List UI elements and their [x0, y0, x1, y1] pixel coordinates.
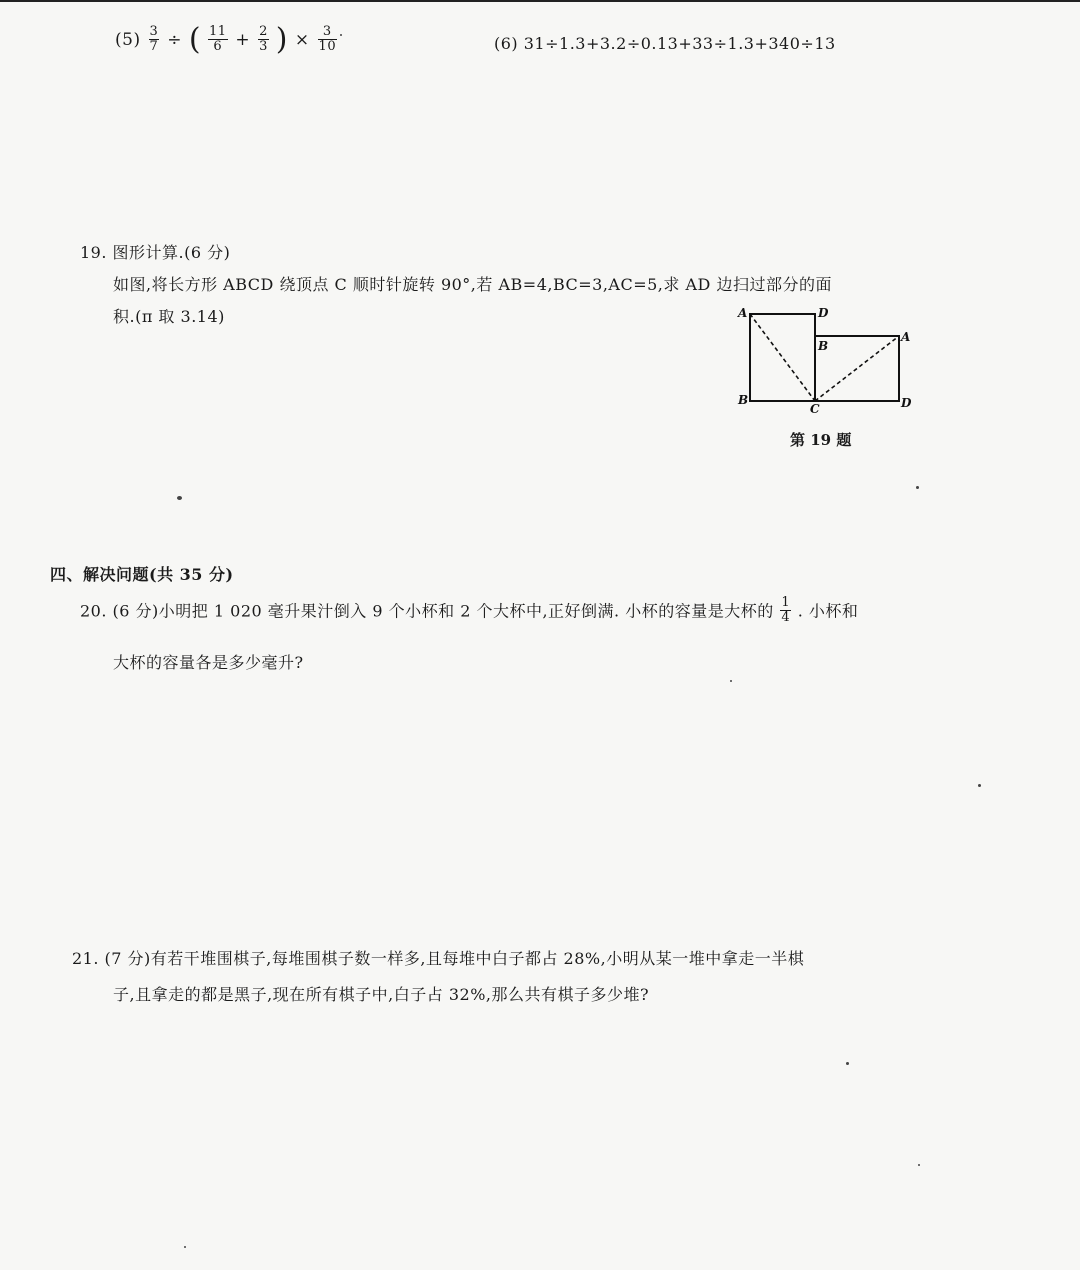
scan-speck: [184, 1246, 186, 1248]
q19-line2: 积.(π 取 3.14): [113, 307, 225, 326]
diagonal-ac-original: [750, 314, 815, 401]
problem-6: (6) 31÷1.3+3.2÷0.13+33÷1.3+340÷13: [494, 34, 836, 53]
plus-sign: +: [235, 29, 251, 50]
right-paren: ): [275, 22, 288, 57]
q21-line2: 子,且拿走的都是黑子,现在所有棋子中,白子占 32%,那么共有棋子多少堆?: [113, 985, 650, 1004]
scan-speck: [177, 496, 182, 500]
label-c: C: [810, 402, 820, 416]
fraction-3-10: $\frac{3}{10}$: [318, 24, 337, 54]
page-top-edge: [0, 0, 1080, 2]
scan-speck: [846, 1062, 849, 1065]
label-b-mid: B: [818, 339, 829, 353]
fraction-3-7: $\frac{3}{7}$: [149, 24, 159, 54]
scan-speck: [730, 680, 732, 682]
q20-text-b: . 小杯和: [797, 601, 859, 621]
problem-5: [114, 22, 338, 57]
left-paren: (: [188, 22, 202, 57]
figure-19-diagram: [730, 300, 920, 420]
q20-line2: 大杯的容量各是多少毫升?: [113, 653, 304, 672]
q19-line1: 如图,将长方形 ABCD 绕顶点 C 顺时针旋转 90°,若 AB=4,BC=3,AC=5,求 AD 边扫过部分的面: [113, 275, 832, 294]
label-d-top: D: [818, 306, 829, 320]
label-a-right: A: [901, 330, 911, 344]
figure-19-caption: 第 19 题: [790, 431, 852, 449]
fraction-11-6: $\frac{11}{6}$: [208, 24, 227, 54]
fraction-2-3: $\frac{2}{3}$: [259, 24, 268, 54]
section-4-heading: 四、解决问题(共 35 分): [50, 565, 234, 584]
q21-line1: 21. (7 分)有若干堆围棋子,每堆围棋子数一样多,且每堆中白子都占 28%,小明从某一堆中拿走一半棋: [72, 949, 805, 968]
divide-sign: ÷: [167, 29, 182, 50]
scan-speck: [340, 34, 342, 36]
scan-speck: [978, 784, 981, 787]
fraction-1-4: $\frac{1}{4}$: [781, 595, 791, 625]
q20-text-a: 20. (6 分)小明把 1 020 毫升果汁倒入 9 个小杯和 2 个大杯中,正好倒满. 小杯的容量是大杯的: [80, 601, 774, 621]
scan-speck: [916, 486, 919, 489]
label-a-left: A: [738, 306, 748, 320]
times-sign: ×: [294, 29, 310, 50]
q20-line1: [80, 596, 858, 624]
label-b-left: B: [738, 393, 749, 407]
scan-speck: [918, 1164, 920, 1166]
problem-5-label: (5): [115, 29, 141, 50]
label-d-right: D: [901, 396, 912, 410]
q19-title: 19. 图形计算.(6 分): [80, 243, 231, 262]
